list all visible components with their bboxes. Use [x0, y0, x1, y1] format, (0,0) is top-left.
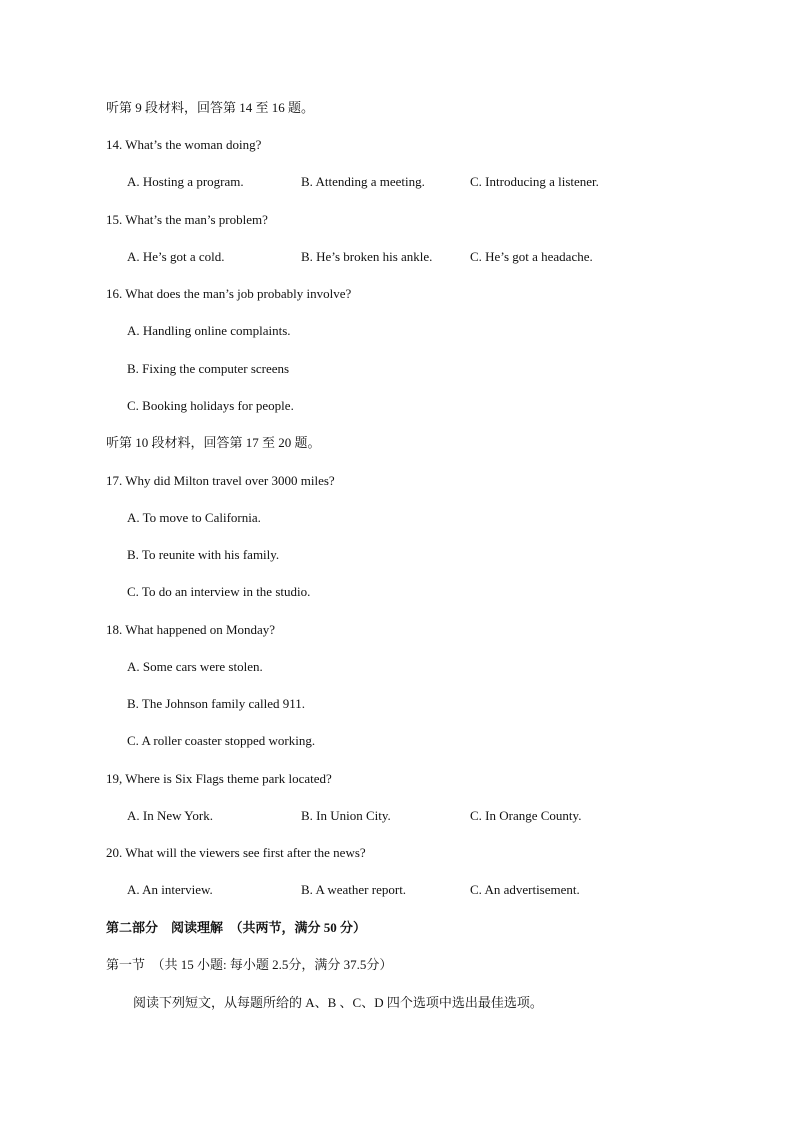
- option-a: A. In New York.: [127, 808, 213, 823]
- question-18: 18. What happened on Monday?: [106, 622, 276, 637]
- option-c: C. To do an interview in the studio.: [127, 584, 311, 599]
- option-a: A. Hosting a program.: [127, 174, 244, 189]
- option-c: C. In Orange County.: [470, 808, 582, 823]
- part-title: 第二部分 阅读理解 （共两节，满分 50 分）: [106, 920, 367, 935]
- option-c: C. He’s got a headache.: [470, 249, 593, 264]
- question-17: 17. Why did Milton travel over 3000 miles?: [106, 473, 335, 488]
- option-c: C. Booking holidays for people.: [127, 398, 294, 413]
- option-b: B. Attending a meeting.: [301, 174, 425, 189]
- section-header: 听第 9 段材料，回答第 14 至 16 题。: [106, 100, 315, 115]
- option-b: B. The Johnson family called 911.: [127, 696, 306, 711]
- section-title: 第一节 （共 15 小题: 每小题 2.5分，满分 37.5分）: [106, 957, 393, 972]
- option-a: A. Handling online complaints.: [127, 323, 291, 338]
- option-b: B. Fixing the computer screens: [127, 361, 290, 376]
- option-b: B. He’s broken his ankle.: [301, 249, 433, 264]
- option-c: C. An advertisement.: [470, 882, 580, 897]
- question-19: 19, Where is Six Flags theme park located?: [106, 771, 332, 786]
- option-b: B. To reunite with his family.: [127, 547, 280, 562]
- option-a: A. Some cars were stolen.: [127, 659, 263, 674]
- question-14: 14. What’s the woman doing?: [106, 137, 262, 152]
- question-20: 20. What will the viewers see first after the news?: [106, 845, 366, 860]
- option-b: B. In Union City.: [301, 808, 391, 823]
- instruction-text: 阅读下列短文，从每题所给的 A、B 、C、D 四个选项中选出最佳选项。: [133, 995, 543, 1010]
- option-a: A. To move to California.: [127, 510, 261, 525]
- option-c: C. A roller coaster stopped working.: [127, 733, 316, 748]
- option-c: C. Introducing a listener.: [470, 174, 599, 189]
- question-15: 15. What’s the man’s problem?: [106, 212, 268, 227]
- question-16: 16. What does the man’s job probably involve?: [106, 286, 352, 301]
- option-a: A. He’s got a cold.: [127, 249, 225, 264]
- section-header: 听第 10 段材料，回答第 17 至 20 题。: [106, 435, 321, 450]
- option-b: B. A weather report.: [301, 882, 407, 897]
- option-a: A. An interview.: [127, 882, 213, 897]
